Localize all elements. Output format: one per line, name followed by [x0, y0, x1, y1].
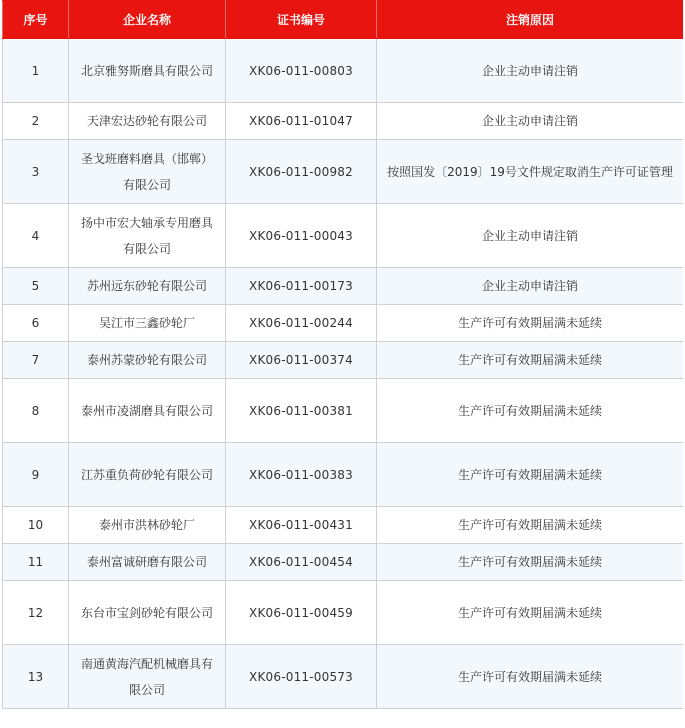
cell-company-name: 吴江市三鑫砂轮厂	[69, 305, 226, 342]
cell-revocation-reason: 生产许可有效期届满未延续	[377, 581, 684, 645]
table-row	[3, 140, 684, 204]
cell-revocation-reason: 企业主动申请注销	[377, 103, 684, 140]
table-row	[3, 443, 684, 507]
cell-certificate-number: XK06-011-00573	[226, 645, 377, 709]
cell-company-name: 圣戈班磨料磨具（邯郸）有限公司	[69, 140, 226, 204]
cell-serial-number: 5	[3, 268, 69, 305]
cell-revocation-reason: 生产许可有效期届满未延续	[377, 342, 684, 379]
cell-serial-number: 1	[3, 39, 69, 103]
cell-certificate-number: XK06-011-00982	[226, 140, 377, 204]
cell-serial-number: 11	[3, 544, 69, 581]
header-company-name: 企业名称	[69, 1, 226, 39]
cell-serial-number: 7	[3, 342, 69, 379]
cell-revocation-reason: 生产许可有效期届满未延续	[377, 379, 684, 443]
cell-revocation-reason: 企业主动申请注销	[377, 268, 684, 305]
table-row	[3, 305, 684, 342]
cell-serial-number: 10	[3, 507, 69, 544]
table-row	[3, 581, 684, 645]
cell-revocation-reason: 按照国发〔2019〕19号文件规定取消生产许可证管理	[377, 140, 684, 204]
cell-serial-number: 3	[3, 140, 69, 204]
cell-certificate-number: XK06-011-00454	[226, 544, 377, 581]
cell-revocation-reason: 企业主动申请注销	[377, 204, 684, 268]
table-header-row	[3, 1, 684, 39]
cell-serial-number: 4	[3, 204, 69, 268]
cell-certificate-number: XK06-011-00431	[226, 507, 377, 544]
cell-company-name: 天津宏达砂轮有限公司	[69, 103, 226, 140]
cell-revocation-reason: 生产许可有效期届满未延续	[377, 443, 684, 507]
cell-revocation-reason: 企业主动申请注销	[377, 39, 684, 103]
revocation-table-container	[2, 0, 683, 728]
cell-serial-number: 2	[3, 103, 69, 140]
cell-company-name: 江苏重负荷砂轮有限公司	[69, 443, 226, 507]
cell-serial-number: 6	[3, 305, 69, 342]
cell-company-name: 泰州市洪林砂轮厂	[69, 507, 226, 544]
revocation-table	[2, 0, 683, 709]
header-serial-number: 序号	[3, 1, 69, 39]
cell-certificate-number: XK06-011-00374	[226, 342, 377, 379]
table-row	[3, 342, 684, 379]
table-row	[3, 103, 684, 140]
cell-serial-number: 13	[3, 645, 69, 709]
cell-certificate-number: XK06-011-01047	[226, 103, 377, 140]
cell-certificate-number: XK06-011-00244	[226, 305, 377, 342]
cell-revocation-reason: 生产许可有效期届满未延续	[377, 645, 684, 709]
cell-serial-number: 8	[3, 379, 69, 443]
cell-company-name: 东台市宝剑砂轮有限公司	[69, 581, 226, 645]
table-row	[3, 544, 684, 581]
cell-serial-number: 12	[3, 581, 69, 645]
table-row	[3, 645, 684, 709]
cell-revocation-reason: 生产许可有效期届满未延续	[377, 507, 684, 544]
cell-certificate-number: XK06-011-00803	[226, 39, 377, 103]
cell-certificate-number: XK06-011-00383	[226, 443, 377, 507]
cell-revocation-reason: 生产许可有效期届满未延续	[377, 305, 684, 342]
cell-revocation-reason: 生产许可有效期届满未延续	[377, 544, 684, 581]
cell-company-name: 苏州远东砂轮有限公司	[69, 268, 226, 305]
table-row	[3, 268, 684, 305]
cell-company-name: 南通黄海汽配机械磨具有限公司	[69, 645, 226, 709]
cell-company-name: 泰州市凌湖磨具有限公司	[69, 379, 226, 443]
table-body	[3, 39, 684, 709]
table-row	[3, 204, 684, 268]
cell-certificate-number: XK06-011-00173	[226, 268, 377, 305]
cell-certificate-number: XK06-011-00459	[226, 581, 377, 645]
header-certificate-number: 证书编号	[226, 1, 377, 39]
table-row	[3, 39, 684, 103]
cell-certificate-number: XK06-011-00381	[226, 379, 377, 443]
header-revocation-reason: 注销原因	[377, 1, 684, 39]
table-row	[3, 507, 684, 544]
cell-serial-number: 9	[3, 443, 69, 507]
cell-company-name: 泰州富诚研磨有限公司	[69, 544, 226, 581]
cell-company-name: 北京雅努斯磨具有限公司	[69, 39, 226, 103]
table-row	[3, 379, 684, 443]
cell-certificate-number: XK06-011-00043	[226, 204, 377, 268]
cell-company-name: 扬中市宏大轴承专用磨具有限公司	[69, 204, 226, 268]
cell-company-name: 泰州苏蒙砂轮有限公司	[69, 342, 226, 379]
